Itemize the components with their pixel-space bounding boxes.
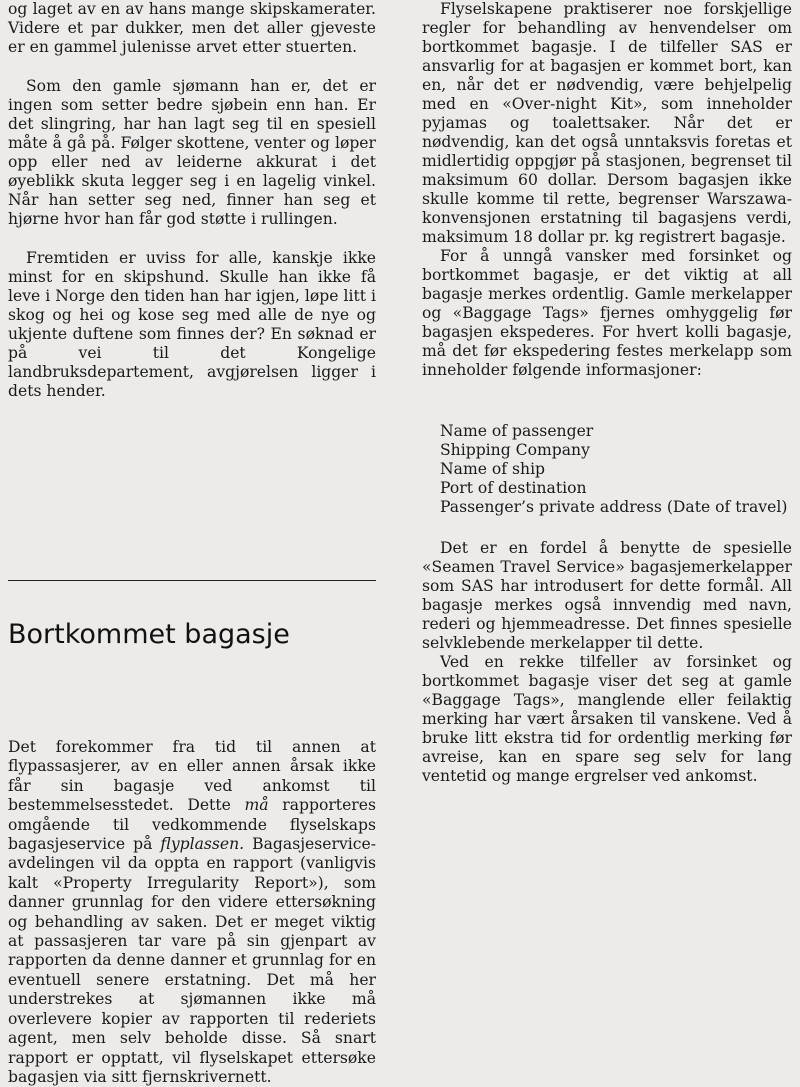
text-fragment: Bagasjeservice-avdelingen vil da oppta en rapport (vanligvis kalt «Property Irregularity Report»), som danner grunnlag for den videre ettersøkning og behandling av saken. Det er meget viktig at passasjeren tar vare på sin gjenpart av rapporten da denne danner et grunnlag for en eventuell senere erstatning. Det må her understrekes at sjømannen ikke må overlevere kopier av rapporten til rederiets agent, men selv beholde disse. Så snart rapport er opptatt, vil flyselskapet ettersøke bagasjen via sitt fjernskrivernett. [8,835,376,1086]
emphasis-must: må [244,796,269,815]
left-column-top [8,0,376,401]
emphasis-airport: flyplassen. [160,835,245,854]
paragraph-airline-rules: Flyselskapene praktiserer noe forskjellige regler for behandling av henvendelser om bortkommet bagasje. I de tilfeller SAS er ansvarlig for at bagasjen er kommet bort, kan en, når det er nødvendig, være behjelpelig med en «Over-night Kit», som inneholder pyjamas og toalettsaker. Når det er nødvendig, kan det også unntaksvis foretas et midlertidig oppgjør på stasjonen, begrenset til maksimum 60 dollar. Dersom bagasjen ikke skulle komme til rette, begrenser Warszawa-konvensjonen erstatning til bagasjens verdi, maksimum 18 dollar pr. kg registrert bagasje. [422,0,792,246]
right-column [422,0,792,786]
paragraph-future: Fremtiden er uviss for alle, kanskje ikke minst for en skipshund. Skulle han ikke få leve i Norge den tiden han har igjen, løpe litt i skog og hei og kose seg med alle de nye og ukjente duftene som finnes der? En søknad er på vei til det Kongelige landbruksdepartement, avgjørelsen ligger i dets hender. [8,249,376,400]
section-divider [8,580,376,581]
paragraph-sas-tags: Det er en fordel å benytte de spesielle «Seamen Travel Service» bagasjemerkelapper som SAS har introdusert for dette formål. All bagasje merkes også innvendig med navn, rederi og hjemmeadresse. Det finnes spesielle selvklebende merkelapper til dette. [422,539,792,652]
list-item: Name of passenger [440,422,594,440]
text-fragment: Det forekommer fra tid til annen at flypassasjerer, av en eller annen årsak ikke får sin bagasje ved ankomst til bestemmelsesstedet. Dette [8,738,376,815]
section-heading: Bortkommet bagasje [8,619,290,650]
paragraph-old-tags: Ved en rekke tilfeller av forsinket og bortkommet bagasje viser det seg at gamle «Baggage Tags», manglende eller feilaktig merking har vært årsaken til vanskene. Ved å bruke litt ekstra tid for ordentlig merking før avreise, kan en spare seg selv for lang ventetid og mange ergrelser ved ankomst. [422,653,792,785]
section-body [8,738,376,1087]
list-item: Name of ship [440,460,546,478]
text-fragment: rapporteres omgående til vedkommende flyselskaps bagasjeservice på [8,796,376,854]
paragraph-tagging: For å unngå vansker med forsinket og bortkommet bagasje, er det viktig at all bagasje merkes ordentlig. Gamle merkelapper og «Baggage Tags» fjernes omhyggelig før bagasjen ekspederes. For hvert kolli bagasje, må det før ekspedering festes merkelapp som inneholder følgende informasjoner: [422,247,792,379]
list-item: Port of destination [440,479,587,497]
paragraph-lost-luggage [8,738,376,1087]
paragraph-seaman: Som den gamle sjømann han er, det er ingen som setter bedre sjøbein enn han. Er det slingring, har han lagt seg til en spesiell måte å gå på. Følger skottene, venter og løper opp eller ned av leiderne akkurat i det øyeblikk skuta legger seg i en lagelig vinkel. Når han setter seg ned, finner han seg et hjørne hvor han får god støtte i rullingen. [8,77,376,228]
list-item: Passenger’s private address (Date of travel) [440,498,788,516]
tag-info-list [440,422,792,517]
list-item: Shipping Company [440,441,590,459]
paragraph-continued: og laget av en av hans mange skipskamerater. Videre et par dukker, men det aller gjeveste er en gammel julenisse arvet etter stuerten. [8,0,376,56]
